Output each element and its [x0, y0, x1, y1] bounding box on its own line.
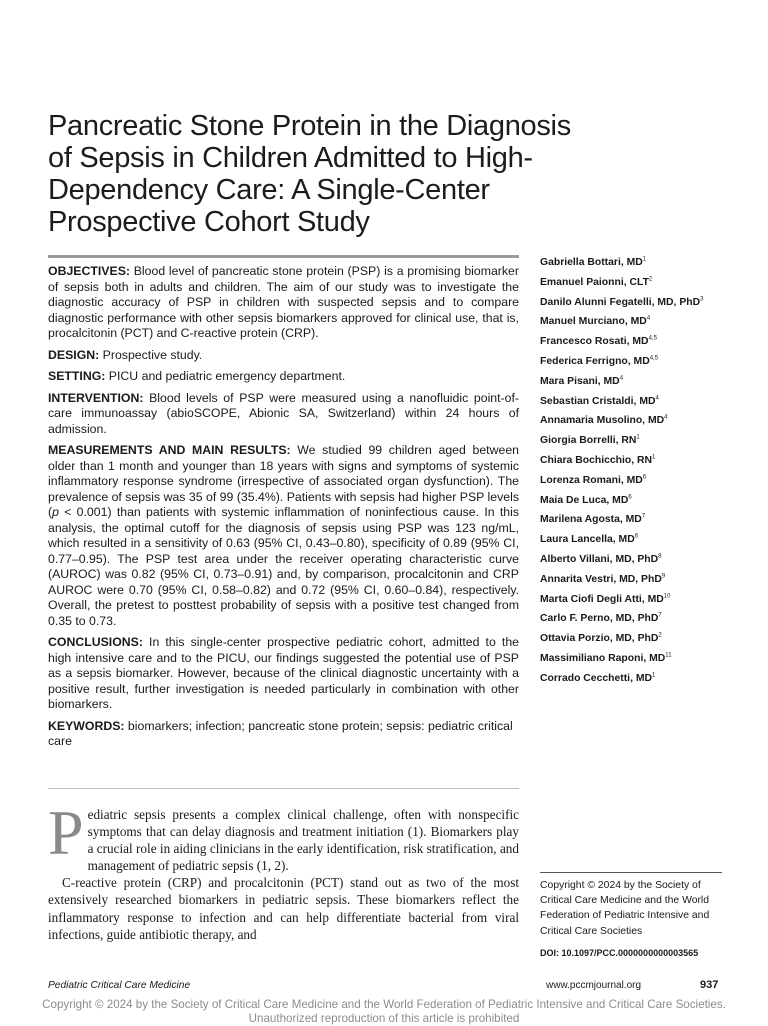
body-text — [48, 797, 519, 943]
author: Francesco Rosati, MD$^{4,5}$ — [540, 335, 657, 348]
author: Danilo Alunni Fegatelli, MD, PhD$^3$ — [540, 296, 704, 308]
notice-line: Copyright © 2024 by the Society of Critical Care Medicine and the World Federation of Pediatric Intensive and Critical Care Societies. — [42, 998, 726, 1011]
author: Mara Pisani, $MD^4$ — [540, 375, 624, 387]
section-divider — [48, 788, 519, 789]
abstract-objectives: OBJECTIVES: Blood level of pancreatic stone protein (PSP) is a promising biomarker of sepsis both in adults and children. The aim of our study was to investigate the diagnostic accuracy of PSP in children with suspected sepsis and to compare diagnostic performance with other sepsis biomarkers approved for clinical use, that is, procalcitonin (PCT) and C-reactive protein (CRP). — [48, 264, 519, 340]
author: Carlo F. Perno, MD, PhD$^7$ — [540, 612, 662, 625]
author: Marilena Agosta, $MD^7$ — [540, 513, 646, 526]
author-list — [540, 253, 740, 689]
body-paragraph: Pediatric sepsis presents a complex clinical challenge, often with nonspecific symptoms that can delay diagnosis and treatment initiation (1). Biomarkers play a crucial role in aiding clinicians in the early identification, risk stratification, and management of pediatric sepsis (1, 2). — [48, 797, 519, 874]
page-number: 937 — [700, 979, 719, 991]
copyright-box: Copyright © 2024 by the Society of Critical Care Medicine and the World Federation of Pediatric Intensive and Critical Care Societies — [540, 872, 722, 939]
author: Chiara Bochicchio, $RN^1$ — [540, 454, 656, 466]
author: Emanuel Paionni, CLT$^2$ — [540, 276, 653, 288]
footer-url-link[interactable]: www.pccmjournal.org — [546, 980, 642, 991]
title-line: Prospective Cohort Study — [48, 206, 370, 238]
abstract-results: MEASUREMENTS AND MAIN RESULTS: We studied 99 children aged between older than 1 month and younger than 18 years with signs and symptoms of systemic inflammatory response syndrome (irrespective of associated organ dysfunction). The prevalence of sepsis was 35 of 99 (35.4%). Patients with sepsis had higher PSP levels (p < 0.001) than patients with systemic inflammation of noninfectious cause. In this analysis, the optimal cutoff for the diagnosis of sepsis using PSP was 123 ng/mL, which resulted in a sensitivity of 0.63 (95% CI, 0.43–0.80), specificity of 0.89 (95% CI, 0.77–0.95). The PSP test area under the receiver operating characteristic curve (AUROC) was 0.82 (95% CI, 0.73–0.91) and, by comparison, procalcitonin and CRP AUROC were 0.70 (95% CI, 0.58–0.82) and 0.72 (95% CI, 0.60–0.84), respectively. Overall, the pretest to posttest probability of sepsis with a positive test changed from 0.35 to 0.73. — [48, 443, 519, 628]
author: Corrado Cecchetti, $MD^1$ — [540, 672, 656, 684]
abstract-intervention: INTERVENTION: Blood levels of PSP were measured using a nanofluidic point-of-care immunoassay (abioSCOPE, Abionic SA, Switzerland) within 24 hours of admission. — [48, 390, 519, 436]
title-line: of Sepsis in Children Admitted to High- — [48, 142, 533, 174]
title-line: Dependency Care: A Single-Center — [48, 174, 490, 206]
author: Alberto Villani, MD, PhD$^8$ — [540, 553, 662, 565]
title-line: Pancreatic Stone Protein in the Diagnosis — [48, 110, 571, 142]
article-title — [48, 110, 648, 238]
author: Massimiliano Raponi, MD$^{11}$ — [540, 652, 672, 664]
abstract-setting: SETTING: PICU and pediatric emergency department. — [48, 369, 346, 383]
doi-link[interactable]: DOI: 10.1097/PCC.0000000000003565 — [540, 948, 699, 958]
copyright-notice — [0, 998, 768, 1026]
author: Lorenza Romani, $MD^6$ — [540, 474, 647, 486]
drop-cap: P — [48, 797, 84, 868]
author: Marta Ciofi Degli Atti, MD$^{10}$ — [540, 593, 671, 605]
body-paragraph: C-reactive protein (CRP) and procalcitonin (PCT) stand out as two of the most extensively researched biomarkers in pediatric sepsis. These biomarkers reflect the inflammatory response to infection and can help differentiate bacterial from viral infections, guide antibiotic therapy, and — [48, 875, 519, 942]
abstract — [48, 264, 519, 756]
author: Laura Lancella, $MD^6$ — [540, 533, 639, 546]
author: Annamaria Musolino, $MD^4$ — [540, 414, 668, 427]
author: Gabriella Bottari, $MD^1$ — [540, 256, 647, 268]
abstract-top-rule — [48, 255, 519, 258]
author: Sebastian Cristaldi, $MD^4$ — [540, 395, 659, 407]
abstract-design: DESIGN: Prospective study. — [48, 347, 203, 362]
author: Manuel Murciano, $MD^4$ — [540, 315, 651, 328]
abstract-keywords: KEYWORDS: biomarkers; infection; pancreatic stone protein; sepsis: pediatric critical care — [48, 718, 513, 748]
author: Giorgia Borrelli, $RN^1$ — [540, 434, 640, 447]
author: Annarita Vestri, MD, PhD$^9$ — [540, 573, 666, 585]
notice-line: Unauthorized reproduction of this article is prohibited — [248, 1012, 520, 1025]
author: Maia De Luca, $MD^6$ — [540, 494, 632, 506]
author: Ottavia Porzio, MD, PhD$^2$ — [540, 632, 662, 645]
author: Federica Ferrigno, MD$^{4,5}$ — [540, 355, 659, 367]
abstract-conclusions: CONCLUSIONS: In this single-center prospective pediatric cohort, admitted to the high intensive care and to the PICU, our findings suggested the potential use of PSP as a sepsis biomarker. However, because of the clinical diagnostic uncertainty with a positive result, further investigation is needed particularly in combination with other biomarkers. — [48, 635, 519, 711]
footer-journal-name: Pediatric Critical Care Medicine — [48, 980, 191, 991]
